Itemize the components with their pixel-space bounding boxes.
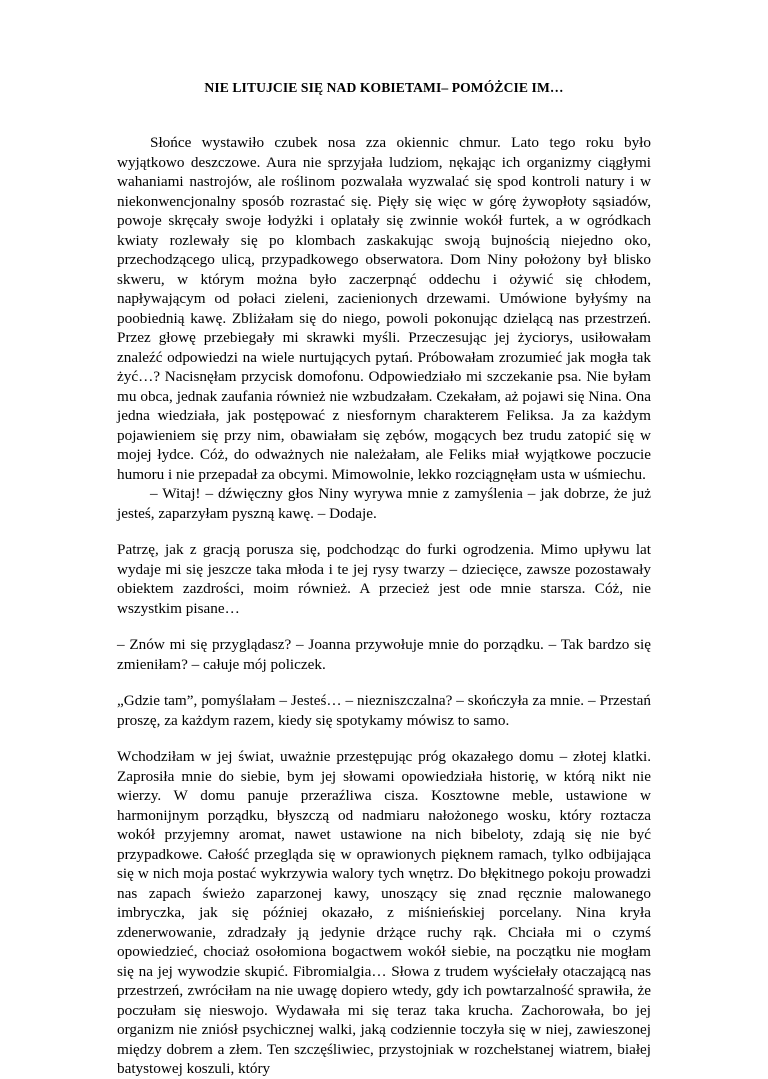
paragraph-6: Wchodziłam w jej świat, uważnie przestępując próg okazałego domu – złotej klatki. Zaprosiła mnie do siebie, bym jej słowami opowiedziała historię, w którą nikt nie wierzy. W domu panuje przeraźliwa cisza. Kosztowne meble, ustawione w harmonijnym porządku, błyszczą od nadmiaru nałożonego wosku, który roztacza wokół przyjemny aromat, nawet ustawione na nich bibeloty, zdają się nie być przypadkowe. Całość przegląda się w oprawionych pięknem ramach, tylko odbijająca się w nich moja postać wykrzywia walory tych wnętrz. Do błękitnego pokoju prowadzi nas zapach świeżo zaparzonej kawy, unoszący się znad ręcznie malowanego imbryczka, jak się później okazało, z miśnieńskiej porcelany. Nina kryła zdenerwowanie, zdradzały ją jedynie drżące ruchy rąk. Chciała mi o czymś opowiedzieć, chociaż osołomiona bogactwem wokół siebie, na początku nie mogłam się na jej wywodzie skupić. Fibromialgia… Słowa z trudem wyściełały otaczającą nas przestrzeń, zwróciłam na nie uwagę dopiero wtedy, gdy ich powtarzalność sprawiła, że poczułam się nieswojo. Wydawała mi się teraz taka krucha. Zachorowała, bo jej organizm nie zniósł psychicznej walki, jaką codziennie toczyła się w niej, zawieszonej między dobrem a złem. Ten szczęśliwiec, przystojniak w rozchełstanej wiatrem, białej batystowej koszuli, który bbox=[117, 748, 651, 1077]
paragraph-3: Patrzę, jak z gracją porusza się, podchodząc do furki ogrodzenia. Mimo upływu lat wydaje mi się jeszcze taka młoda i te jej rysy twarzy – dziecięce, zawsze pozostawały obiektem zazdrości, moim również. A przecież jest ode mnie starsza. Cóż, nie wszystkim pisane… bbox=[117, 541, 651, 617]
paragraph-5: „Gdzie tam”, pomyślałam – Jesteś… – niezniszczalna? – skończyła za mnie. – Przestań proszę, za każdym razem, kiedy się spotykamy mówisz to samo. bbox=[117, 692, 651, 729]
document-title: NIE LITUJCIE SIĘ NAD KOBIETAMI– POMÓŻCIE IM… bbox=[204, 80, 564, 95]
paragraph-2: – Witaj! – dźwięczny głos Niny wyrywa mnie z zamyślenia – jak dobrze, że już jesteś, zaparzyłam pyszną kawę. – Dodaje. bbox=[117, 485, 651, 522]
paragraph-1: Słońce wystawiło czubek nosa zza okiennic chmur. Lato tego roku było wyjątkowo deszczowe. Aura nie sprzyjała ludziom, nękając ich organizmy ciągłymi wahaniami nastrojów, ale roślinom pozwalała wyzwalać się spod kontroli natury i w niekonwencjonalny sposób rozrastać się. Pięły się więc w górę żywopłoty sąsiadów, powoje skręcały swoje łodyżki i oplatały się zwinnie wokół furtek, a w ogródkach kwiaty rozlewały się po klombach zaskakując swoją bujnością niejedno oko, przechodzącego ulicą, przypadkowego obserwatora. Dom Niny położony był blisko skweru, w którym można było zaczerpnąć oddechu i ożywić się chłodem, napływającym od połaci zieleni, zacienionych drzewami. Umówione byłyśmy na poobiednią kawę. Zbliżałam się do niego, powoli pokonując dzielącą nas przestrzeń. Przez głowę przebiegały mi skrawki myśli. Przeczesując jej życiorys, usiłowałam znaleźć odpowiedzi na wiele nurtujących pytań. Próbowałam zrozumieć jak mogła tak żyć…? Nacisnęłam przycisk domofonu. Odpowiedziało mi szczekanie psa. Nie byłam mu obca, jednak zaufania również nie wzbudzałam. Czekałam, aż pojawi się Nina. Ona jedna wiedziała, jak postępować z niesfornym charakterem Feliksa. Ja za każdym pojawieniem się przy nim, obawiałam się zębów, mogących bez trudu zatopić się w mojej łydce. Cóż, do odważnych nie należałam, ale Feliks miał wyjątkowe poczucie humoru i nie przepadał za obcymi. Mimowolnie, lekko rozciągnęłam usta w uśmiechu. bbox=[117, 134, 651, 483]
paragraph-4: – Znów mi się przyglądasz? – Joanna przywołuje mnie do porządku. – Tak bardzo się zmieniłam? – całuje mój policzek. bbox=[117, 636, 651, 673]
document-body bbox=[117, 133, 651, 1079]
